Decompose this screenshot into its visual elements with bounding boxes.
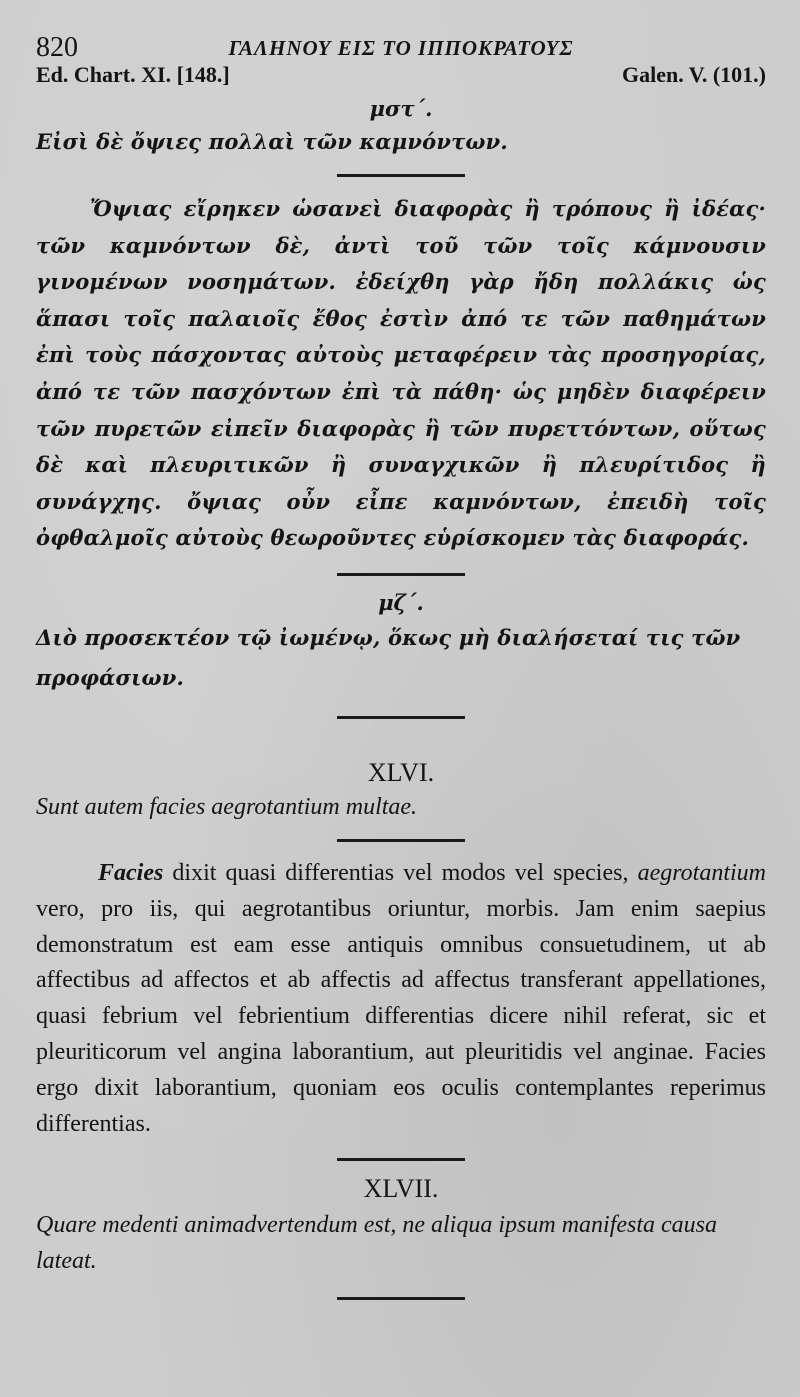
page-number: 820: [36, 32, 78, 63]
latin-section-numeral: XLVI.: [367, 757, 435, 787]
edition-reference: Ed. Chart. XI. [148.]: [36, 62, 230, 87]
greek-commentary: Ὄψιας εἴρηκεν ὡσανεὶ διαφορὰς ἢ τρόπους ἢ ἰδέας· τῶν καμνόντων δὲ, ἀντὶ τοῦ τῶν τοῖς κάμνουσιν γινομένων νοσημάτων. ἐδείχθη γὰρ ἤδη πολλάκις ὡς ἅπασι τοῖς παλαιοῖς ἔθος ἐστὶν ἀπό τε τῶν παθημάτων ἐπὶ τοὺς πάσχοντας αὐτοὺς μεταφέρειν τὰς προσηγορίας, ἀπό τε τῶν πασχόντων ἐπὶ τὰ πάθη· ὡς μηδὲν διαφέρειν τῶν πυρετῶν εἰπεῖν διαφορὰς ἢ τῶν πυρεττόντων, οὕτως δὲ καὶ πλευριτικῶν ἢ συναγχικῶν ἢ πλευρίτιδος ἢ συνάγχης. ὄψιας οὖν εἶπε καμνόντων, ἐπειδὴ τοῖς ὀφθαλμοῖς αὐτοὺς θεωροῦντες εὑρίσκομεν τὰς διαφοράς.: [36, 196, 766, 551]
commentary-first-word: Facies: [98, 859, 164, 886]
page-header: [36, 22, 766, 62]
running-head: ΓΑΛΗΝΟΥ ΕΙΣ ΤΟ ΙΠΠΟΚΡΑΤΟΥΣ: [228, 36, 574, 60]
section-divider: [337, 1297, 465, 1300]
latin-lemma: Sunt autem facies aegrotantium multae.: [36, 793, 418, 820]
latin-commentary: [36, 856, 766, 1142]
greek-section-numeral: μζ΄.: [378, 589, 424, 615]
latin-section-numeral: XLVII.: [363, 1174, 439, 1204]
greek-lemma: Εἰσὶ δὲ ὄψιες πολλαὶ τῶν καμνόντων.: [36, 129, 508, 154]
galen-reference: Galen. V. (101.): [621, 62, 766, 87]
edition-references: [36, 62, 766, 94]
commentary-text: dixit quasi differentias vel modos vel species,: [163, 859, 638, 886]
commentary-italic-word: aegrotantium: [637, 859, 766, 886]
greek-section-numeral: μστ΄.: [369, 96, 433, 121]
greek-lemma: Διὸ προσεκτέον τῷ ἰωμένῳ, ὅκως μὴ διαλήσεταί τις τῶν προφάσιων.: [36, 624, 741, 690]
commentary-text: vero, pro iis, qui aegrotantibus oriuntur, morbis. Jam enim saepius demonstratum est eam esse antiquis omnibus consuetudinem, ut ab affectibus ad affectos et ab affectis ad affectus transferant appellationes, quasi febrium vel febrientium differentias dicere nihil referat, sic et pleuriticorum vel angina laborantium, aut pleuritidis vel anginae. Facies ergo dixit laborantium, quoniam eos oculis contemplantes reperimus differentias.: [36, 895, 766, 1137]
latin-lemma: Quare medenti animadvertendum est, ne aliqua ipsum manifesta causa lateat.: [36, 1212, 718, 1275]
